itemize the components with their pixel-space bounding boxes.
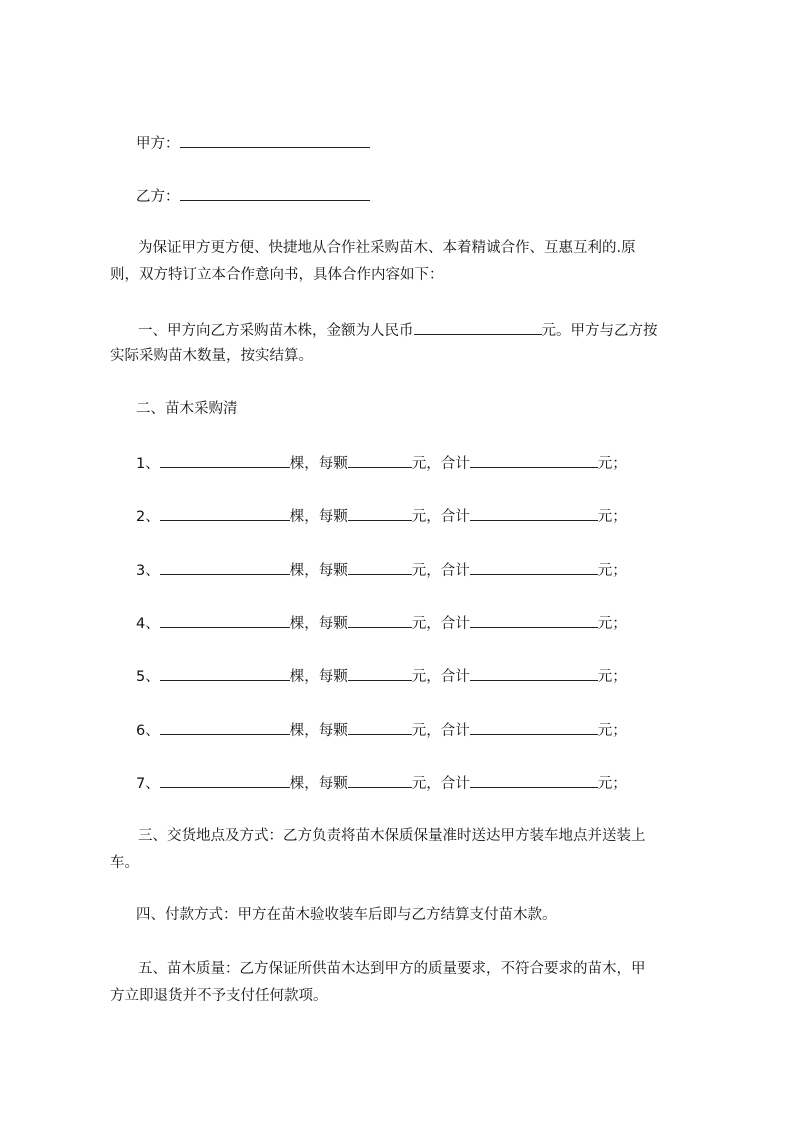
item-end-text: 元； [597, 776, 627, 792]
item-price-blank[interactable] [348, 611, 412, 628]
intro-line-2: 则，双方特订立本合作意向书，具体合作内容如下： [110, 267, 444, 283]
clause3-line-2: 车。 [110, 855, 139, 871]
clause5-line-1: 五、苗木质量：乙方保证所供苗木达到甲方的质量要求，不符合要求的苗木，甲 [138, 961, 646, 977]
item-number: 3、 [136, 563, 160, 579]
item-unit-text: 棵，每颗 [289, 669, 348, 685]
item-total-blank[interactable] [470, 771, 598, 788]
party-b-label: 乙方： [136, 189, 180, 205]
party-b-line [136, 184, 731, 208]
item-total-blank[interactable] [470, 611, 598, 628]
item-total-text: 元，合计 [411, 616, 470, 632]
clause1-text-a: 一、甲方向乙方采购苗木株，金额为人民币 [138, 323, 414, 339]
party-a-line [136, 131, 731, 155]
clause4-line-1: 四、付款方式：甲方在苗木验收装车后即与乙方结算支付苗木款。 [136, 907, 557, 923]
item-price-blank[interactable] [348, 718, 412, 735]
item-total-text: 元，合计 [411, 456, 470, 472]
item-number: 5、 [136, 669, 160, 685]
item-number: 6、 [136, 723, 160, 739]
purchase-item-row [136, 504, 627, 528]
item-quantity-blank[interactable] [160, 771, 290, 788]
item-total-blank[interactable] [470, 558, 598, 575]
item-total-blank[interactable] [470, 664, 598, 681]
item-quantity-blank[interactable] [160, 718, 290, 735]
item-quantity-blank[interactable] [160, 664, 290, 681]
purchase-item-row [136, 664, 627, 688]
item-total-text: 元，合计 [411, 669, 470, 685]
item-number: 1、 [136, 456, 160, 472]
party-a-blank[interactable] [180, 131, 370, 148]
clause1-line-2: 实际采购苗木数量，按实结算。 [110, 348, 313, 364]
item-total-text: 元，合计 [411, 509, 470, 525]
item-price-blank[interactable] [348, 664, 412, 681]
item-number: 2、 [136, 509, 160, 525]
item-quantity-blank[interactable] [160, 558, 290, 575]
purchase-item-row [136, 451, 627, 475]
purchase-item-row [136, 611, 627, 635]
item-quantity-blank[interactable] [160, 451, 290, 468]
clause1-line-1 [138, 318, 733, 342]
item-price-blank[interactable] [348, 771, 412, 788]
party-a-label: 甲方： [136, 136, 180, 152]
clause3-line-1: 三、交货地点及方式：乙方负责将苗木保质保量准时送达甲方装车地点并送装上 [138, 828, 646, 844]
party-b-blank[interactable] [180, 184, 370, 201]
item-end-text: 元； [597, 616, 627, 632]
intro-line-1: 为保证甲方更方便、快捷地从合作社采购苗木、本着精诚合作、互惠互利的.原 [138, 240, 636, 256]
item-price-blank[interactable] [348, 504, 412, 521]
item-end-text: 元； [597, 723, 627, 739]
purchase-item-row [136, 718, 627, 742]
item-price-blank[interactable] [348, 558, 412, 575]
item-unit-text: 棵，每颗 [289, 509, 348, 525]
item-unit-text: 棵，每颗 [289, 776, 348, 792]
item-total-blank[interactable] [470, 504, 598, 521]
item-total-blank[interactable] [470, 451, 598, 468]
purchase-item-row [136, 558, 627, 582]
item-number: 7、 [136, 776, 160, 792]
item-end-text: 元； [597, 456, 627, 472]
item-price-blank[interactable] [348, 451, 412, 468]
clause1-text-b: 元。甲方与乙方按 [541, 323, 658, 339]
item-unit-text: 棵，每颗 [289, 723, 348, 739]
item-unit-text: 棵，每颗 [289, 456, 348, 472]
item-end-text: 元； [597, 509, 627, 525]
item-unit-text: 棵，每颗 [289, 563, 348, 579]
clause5-line-2: 方立即退货并不予支付任何款项。 [110, 988, 328, 1004]
clause2-title: 二、苗木采购清 [136, 401, 238, 417]
amount-blank[interactable] [414, 318, 542, 335]
item-number: 4、 [136, 616, 160, 632]
item-end-text: 元； [597, 669, 627, 685]
item-total-text: 元，合计 [411, 723, 470, 739]
item-unit-text: 棵，每颗 [289, 616, 348, 632]
item-total-text: 元，合计 [411, 563, 470, 579]
item-quantity-blank[interactable] [160, 504, 290, 521]
item-total-blank[interactable] [470, 718, 598, 735]
item-total-text: 元，合计 [411, 776, 470, 792]
item-quantity-blank[interactable] [160, 611, 290, 628]
item-end-text: 元； [597, 563, 627, 579]
purchase-item-row [136, 771, 627, 795]
